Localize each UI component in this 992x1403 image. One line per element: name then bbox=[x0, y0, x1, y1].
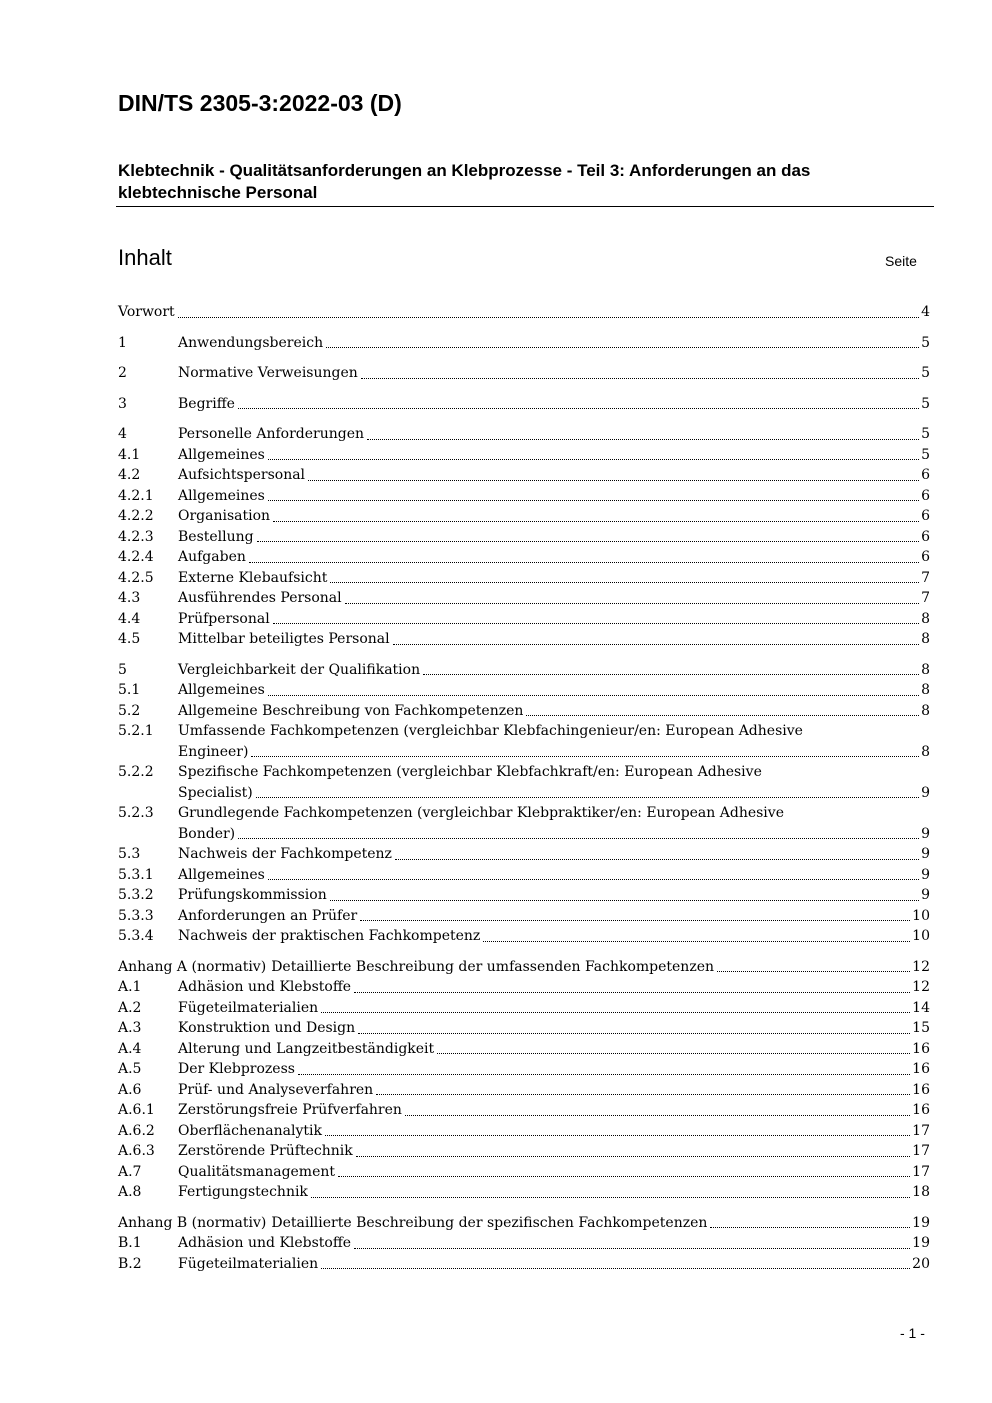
toc-entry-number: 4.2 bbox=[118, 467, 141, 483]
leader-dots bbox=[321, 1012, 910, 1013]
toc-entry-title: Allgemeine Beschreibung von Fachkompetenzen bbox=[178, 702, 524, 719]
toc-entry-number: A.2 bbox=[118, 999, 142, 1016]
toc-entry-page: 16 bbox=[912, 1040, 930, 1057]
toc-entry-page: 5 bbox=[921, 426, 930, 442]
table-of-contents bbox=[118, 302, 930, 1274]
leader-dots bbox=[251, 756, 919, 757]
toc-entry-title-continued: Engineer) bbox=[178, 743, 249, 760]
toc-entry-title: Qualitätsmanagement bbox=[178, 1163, 336, 1180]
toc-entry-number: 4.2.1 bbox=[118, 487, 154, 504]
leader-dots bbox=[326, 347, 919, 348]
toc-entry-page: 6 bbox=[921, 467, 930, 483]
toc-entry-title: Begriffe bbox=[178, 395, 235, 412]
toc-entry-title: Organisation bbox=[178, 508, 271, 524]
toc-entry[interactable] bbox=[118, 1100, 930, 1121]
toc-entry-number: B.2 bbox=[118, 1255, 142, 1272]
toc-entry-title: Vorwort bbox=[118, 304, 175, 320]
leader-dots bbox=[356, 1156, 910, 1157]
toc-entry-number: 4 bbox=[118, 426, 127, 442]
leader-dots bbox=[376, 1094, 910, 1095]
page-number: - 1 - bbox=[900, 1325, 925, 1341]
toc-entry[interactable] bbox=[118, 1121, 930, 1142]
toc-entry-page: 16 bbox=[912, 1102, 930, 1118]
toc-entry-title: Spezifische Fachkompetenzen (vergleichbar Klebfachkraft/en: European Adhesive bbox=[178, 764, 762, 780]
toc-entry-page: 12 bbox=[912, 979, 930, 995]
toc-entry[interactable] bbox=[118, 363, 930, 384]
toc-entry-title: Ausführendes Personal bbox=[178, 590, 342, 606]
toc-entry-page: 8 bbox=[921, 631, 930, 647]
toc-entry-page: 5 bbox=[921, 395, 930, 412]
toc-entry[interactable] bbox=[118, 1182, 930, 1203]
toc-entry-page: 16 bbox=[912, 1081, 930, 1098]
toc-entry-title: Fertigungstechnik bbox=[178, 1184, 308, 1200]
toc-entry[interactable] bbox=[118, 506, 930, 527]
toc-entry-number: A.6.3 bbox=[118, 1143, 155, 1159]
toc-entry-title: Adhäsion und Klebstoffe bbox=[178, 979, 352, 995]
toc-entry[interactable] bbox=[118, 609, 930, 630]
toc-entry-title: Konstruktion und Design bbox=[178, 1020, 356, 1036]
toc-entry-title: Nachweis der praktischen Fachkompetenz bbox=[178, 928, 481, 944]
toc-entry[interactable] bbox=[118, 1018, 930, 1039]
toc-entry[interactable] bbox=[118, 865, 930, 886]
toc-entry-number: 5.3.2 bbox=[118, 887, 154, 903]
leader-dots bbox=[354, 1248, 910, 1249]
toc-entry-title: Oberflächenanalytik bbox=[178, 1122, 322, 1139]
toc-entry-number: 5.2 bbox=[118, 702, 141, 719]
toc-entry-title: Umfassende Fachkompetenzen (vergleichbar Klebfachingenieur/en: European Adhesive bbox=[178, 723, 803, 739]
toc-entry-page: 9 bbox=[921, 825, 930, 842]
toc-entry[interactable] bbox=[118, 394, 930, 415]
toc-entry-number: 5 bbox=[118, 661, 127, 678]
toc-entry-annex-a[interactable] bbox=[118, 957, 930, 978]
leader-dots bbox=[710, 1227, 910, 1228]
toc-entry-page: 15 bbox=[912, 1020, 930, 1036]
toc-entry-page: 7 bbox=[921, 590, 930, 606]
toc-entry-number: 2 bbox=[118, 365, 127, 381]
toc-entry-number: A.3 bbox=[118, 1020, 142, 1036]
toc-entry[interactable] bbox=[118, 1162, 930, 1183]
toc-entry-title: Adhäsion und Klebstoffe bbox=[178, 1235, 352, 1251]
leader-dots bbox=[178, 317, 919, 318]
leader-dots bbox=[238, 408, 919, 409]
leader-dots bbox=[437, 1053, 910, 1054]
toc-entry-title: Nachweis der Fachkompetenz bbox=[178, 846, 392, 862]
toc-entry[interactable] bbox=[118, 1254, 930, 1275]
leader-dots bbox=[367, 439, 919, 440]
toc-entry-title: Personelle Anforderungen bbox=[178, 426, 365, 442]
toc-entry-page: 19 bbox=[912, 1235, 930, 1251]
toc-entry-title: Vergleichbarkeit der Qualifikation bbox=[178, 661, 421, 678]
toc-entry-annex-b[interactable] bbox=[118, 1213, 930, 1234]
toc-entry-page: 9 bbox=[921, 866, 930, 883]
toc-entry-page: 6 bbox=[921, 487, 930, 504]
toc-entry[interactable] bbox=[118, 1059, 930, 1080]
leader-dots bbox=[325, 1135, 910, 1136]
toc-entry-number: A.1 bbox=[118, 979, 142, 995]
toc-entry-number: B.1 bbox=[118, 1235, 142, 1251]
toc-entry-title: Aufgaben bbox=[178, 549, 246, 565]
toc-entry-number: 5.3.4 bbox=[118, 928, 154, 944]
leader-dots bbox=[330, 900, 919, 901]
leader-dots bbox=[268, 459, 919, 460]
toc-entry-number: A.4 bbox=[118, 1040, 142, 1057]
toc-entry-page: 9 bbox=[921, 784, 930, 801]
toc-entry-title: Fügeteilmaterialien bbox=[178, 1255, 319, 1272]
toc-entry-page: 6 bbox=[921, 528, 930, 545]
toc-entry-title: Bestellung bbox=[178, 528, 254, 545]
leader-dots bbox=[298, 1074, 910, 1075]
toc-entry-title: Grundlegende Fachkompetenzen (vergleichbar Klebpraktiker/en: European Adhesive bbox=[178, 805, 784, 821]
leader-dots bbox=[321, 1268, 910, 1269]
toc-entry-number: 4.2.5 bbox=[118, 569, 154, 586]
leader-dots bbox=[249, 562, 919, 563]
toc-entry-page: 9 bbox=[921, 846, 930, 862]
toc-entry-page: 6 bbox=[921, 508, 930, 524]
toc-entry[interactable] bbox=[118, 977, 930, 998]
leader-dots bbox=[717, 971, 910, 972]
leader-dots bbox=[354, 992, 910, 993]
toc-entry-number: 3 bbox=[118, 395, 127, 412]
annex-label: Anhang A (normativ) bbox=[118, 958, 267, 975]
toc-entry-title: Prüf- und Analyseverfahren bbox=[178, 1081, 374, 1098]
toc-entry-title: Allgemeines bbox=[178, 682, 265, 698]
leader-dots bbox=[360, 920, 910, 921]
toc-entry[interactable] bbox=[118, 998, 930, 1019]
toc-entry-title: Zerstörende Prüftechnik bbox=[178, 1143, 353, 1159]
toc-entry-page: 19 bbox=[912, 1214, 930, 1231]
leader-dots bbox=[395, 859, 919, 860]
toc-entry[interactable] bbox=[118, 588, 930, 609]
toc-entry[interactable] bbox=[118, 721, 930, 762]
toc-entry[interactable] bbox=[118, 445, 930, 466]
toc-entry[interactable] bbox=[118, 424, 930, 445]
toc-entry-number: A.7 bbox=[118, 1163, 142, 1180]
leader-dots bbox=[405, 1115, 910, 1116]
toc-entry-title: Externe Klebaufsicht bbox=[178, 569, 328, 586]
toc-entry[interactable] bbox=[118, 762, 930, 803]
toc-entry[interactable] bbox=[118, 1080, 930, 1101]
toc-entry-title: Prüfungskommission bbox=[178, 887, 327, 903]
toc-entry-title: Allgemeines bbox=[178, 487, 265, 504]
leader-dots bbox=[358, 1033, 910, 1034]
toc-entry-number: A.5 bbox=[118, 1061, 142, 1077]
toc-entry-title: Anwendungsbereich bbox=[178, 334, 324, 351]
toc-entry-page: 8 bbox=[921, 610, 930, 627]
toc-entry-title: Prüfpersonal bbox=[178, 610, 270, 627]
leader-dots bbox=[257, 541, 919, 542]
toc-entry[interactable] bbox=[118, 465, 930, 486]
toc-entry-page: 7 bbox=[921, 569, 930, 586]
toc-entry-number: A.8 bbox=[118, 1184, 142, 1200]
toc-entry-number: 5.2.2 bbox=[118, 764, 154, 780]
toc-entry-page: 8 bbox=[921, 661, 930, 678]
header-rule bbox=[116, 206, 934, 207]
leader-dots bbox=[338, 1176, 910, 1177]
toc-entry-title: Mittelbar beteiligtes Personal bbox=[178, 631, 390, 647]
leader-dots bbox=[330, 582, 919, 583]
toc-entry-number: 4.2.2 bbox=[118, 508, 154, 524]
toc-entry-page: 5 bbox=[921, 365, 930, 381]
document-subtitle: Klebtechnik - Qualitätsanforderungen an Klebprozesse - Teil 3: Anforderungen an das klebtechnische Personal bbox=[118, 161, 811, 202]
toc-entry[interactable] bbox=[118, 1233, 930, 1254]
leader-dots bbox=[361, 378, 919, 379]
toc-entry-title: Normative Verweisungen bbox=[178, 365, 358, 381]
toc-entry-number: 4.2.4 bbox=[118, 549, 154, 565]
leader-dots bbox=[268, 879, 919, 880]
toc-entry[interactable] bbox=[118, 926, 930, 947]
toc-entry-title: Der Klebprozess bbox=[178, 1061, 295, 1077]
toc-entry-vorwort[interactable] bbox=[118, 302, 930, 323]
toc-entry-page: 8 bbox=[921, 702, 930, 719]
toc-entry-title-continued: Specialist) bbox=[178, 784, 253, 801]
leader-dots bbox=[268, 695, 919, 696]
leader-dots bbox=[273, 623, 919, 624]
toc-entry-number: 5.3.3 bbox=[118, 907, 154, 924]
leader-dots bbox=[423, 674, 919, 675]
toc-entry[interactable] bbox=[118, 701, 930, 722]
toc-entry[interactable] bbox=[118, 680, 930, 701]
toc-entry-page: 4 bbox=[921, 304, 930, 320]
toc-entry-title: Fügeteilmaterialien bbox=[178, 999, 319, 1016]
toc-entry[interactable] bbox=[118, 568, 930, 589]
toc-heading: Inhalt bbox=[118, 245, 172, 270]
leader-dots bbox=[256, 797, 919, 798]
toc-entry-page: 5 bbox=[921, 334, 930, 351]
toc-entry[interactable] bbox=[118, 660, 930, 681]
leader-dots bbox=[238, 838, 919, 839]
toc-entry[interactable] bbox=[118, 844, 930, 865]
toc-entry[interactable] bbox=[118, 885, 930, 906]
toc-entry-page: 17 bbox=[912, 1122, 930, 1139]
toc-entry-title: Alterung und Langzeitbeständigkeit bbox=[178, 1040, 435, 1057]
page-column-label: Seite bbox=[885, 253, 917, 269]
leader-dots bbox=[345, 603, 919, 604]
annex-title: Detaillierte Beschreibung der spezifischen Fachkompetenzen bbox=[271, 1214, 708, 1231]
toc-entry[interactable] bbox=[118, 486, 930, 507]
toc-entry-page: 8 bbox=[921, 743, 930, 760]
leader-dots bbox=[268, 500, 919, 501]
toc-entry-title: Aufsichtspersonal bbox=[178, 467, 306, 483]
toc-entry-page: 18 bbox=[912, 1184, 930, 1200]
toc-entry-title: Anforderungen an Prüfer bbox=[178, 907, 358, 924]
document-id: DIN/TS 2305-3:2022-03 (D) bbox=[118, 90, 402, 116]
toc-entry-number: 4.2.3 bbox=[118, 528, 154, 545]
toc-entry-page: 6 bbox=[921, 549, 930, 565]
toc-entry[interactable] bbox=[118, 1039, 930, 1060]
toc-entry-number: 4.5 bbox=[118, 631, 141, 647]
toc-entry-page: 17 bbox=[912, 1143, 930, 1159]
toc-entry[interactable] bbox=[118, 803, 930, 844]
toc-entry-number: 5.3 bbox=[118, 846, 141, 862]
toc-entry-number: A.6 bbox=[118, 1081, 142, 1098]
toc-entry-page: 20 bbox=[912, 1255, 930, 1272]
toc-entry-page: 9 bbox=[921, 887, 930, 903]
toc-entry-page: 17 bbox=[912, 1163, 930, 1180]
toc-entry-title-continued: Bonder) bbox=[178, 825, 236, 842]
toc-entry-page: 10 bbox=[912, 907, 930, 924]
leader-dots bbox=[273, 521, 919, 522]
toc-entry[interactable] bbox=[118, 547, 930, 568]
toc-entry-page: 5 bbox=[921, 446, 930, 463]
toc-entry[interactable] bbox=[118, 527, 930, 548]
toc-entry-number: 5.3.1 bbox=[118, 866, 154, 883]
toc-entry-page: 12 bbox=[912, 958, 930, 975]
toc-entry[interactable] bbox=[118, 1141, 930, 1162]
toc-entry-number: 4.4 bbox=[118, 610, 141, 627]
toc-entry-number: 4.3 bbox=[118, 590, 141, 606]
leader-dots bbox=[393, 644, 919, 645]
toc-entry-number: 5.2.1 bbox=[118, 723, 154, 739]
annex-label: Anhang B (normativ) bbox=[118, 1214, 267, 1231]
leader-dots bbox=[483, 941, 910, 942]
toc-entry[interactable] bbox=[118, 333, 930, 354]
annex-title: Detaillierte Beschreibung der umfassenden Fachkompetenzen bbox=[271, 958, 714, 975]
toc-entry-page: 8 bbox=[921, 682, 930, 698]
leader-dots bbox=[526, 715, 919, 716]
toc-entry-number: 5.1 bbox=[118, 682, 141, 698]
leader-dots bbox=[311, 1197, 910, 1198]
toc-entry-title: Zerstörungsfreie Prüfverfahren bbox=[178, 1102, 402, 1118]
toc-entry[interactable] bbox=[118, 629, 930, 650]
toc-entry-page: 14 bbox=[912, 999, 930, 1016]
toc-entry-number: A.6.1 bbox=[118, 1102, 155, 1118]
toc-entry-title: Allgemeines bbox=[178, 866, 265, 883]
toc-entry-title: Allgemeines bbox=[178, 446, 265, 463]
toc-entry-number: A.6.2 bbox=[118, 1122, 155, 1139]
toc-entry-number: 4.1 bbox=[118, 446, 141, 463]
toc-entry-number: 5.2.3 bbox=[118, 805, 154, 821]
toc-entry-number: 1 bbox=[118, 334, 127, 351]
toc-entry-page: 10 bbox=[912, 928, 930, 944]
toc-entry-page: 16 bbox=[912, 1061, 930, 1077]
leader-dots bbox=[308, 480, 919, 481]
toc-entry[interactable] bbox=[118, 906, 930, 927]
